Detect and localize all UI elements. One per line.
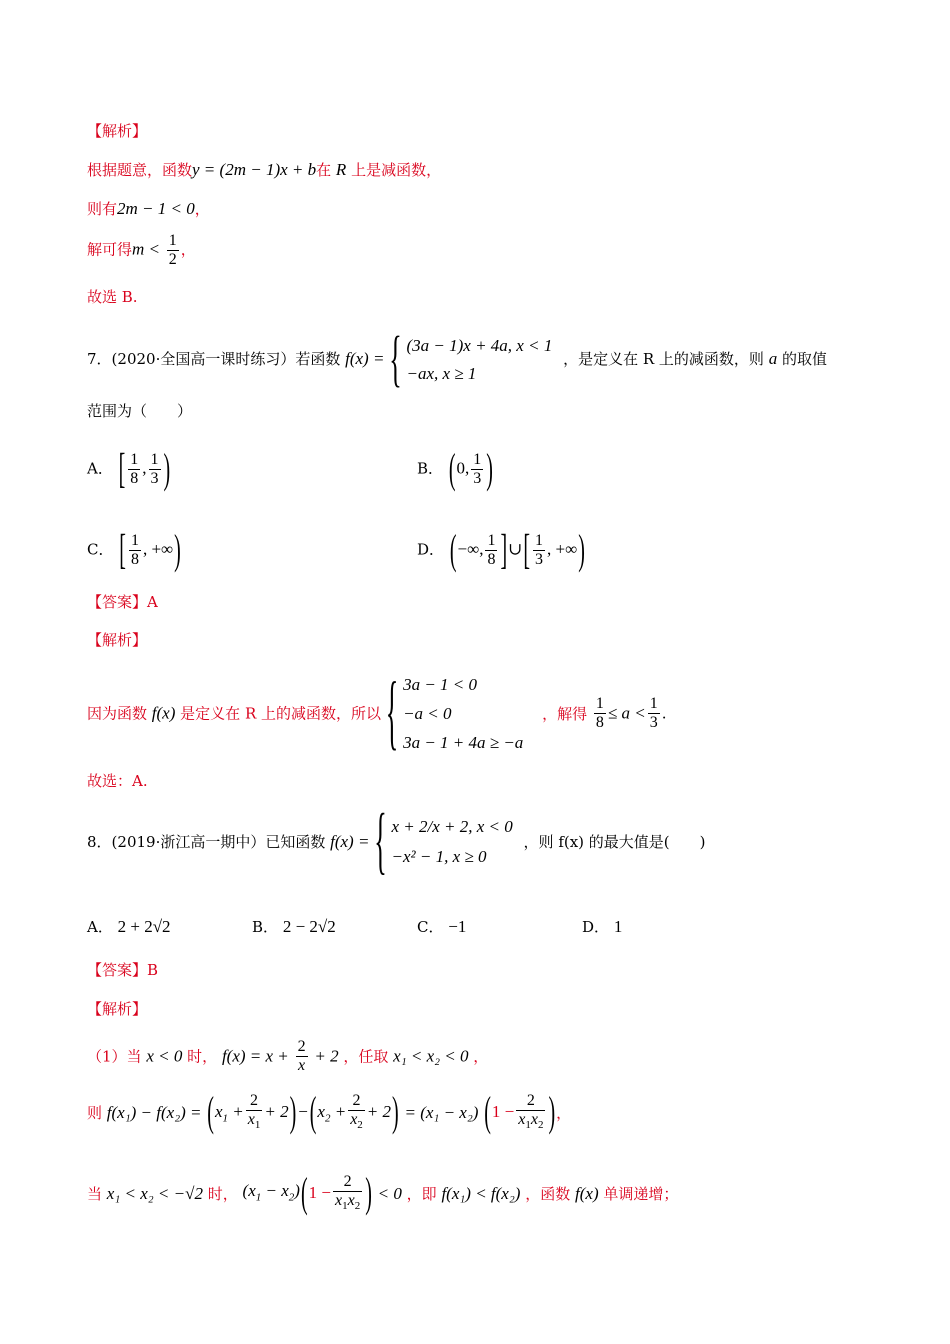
q8-option-d[interactable]: D． 1: [582, 917, 623, 936]
section-heading-analysis: 【解析】: [87, 122, 148, 140]
q7-conclusion: 故选：A.: [87, 772, 148, 790]
q7-answer: 【答案】A: [87, 593, 158, 611]
q8-sol-line3: 当 x₁ < x₂ < −√2 时， $(x_1 - x_2)(1$ − $\frac{2}{x_1x_2}$ ) < 0 ，即 f(x₁) < f(x₂) ，函数 f(x) 单调递增；: [87, 1170, 679, 1218]
q8-option-c[interactable]: C． −1: [417, 917, 467, 936]
q7-option-c[interactable]: C． [ $\frac{1}{8}$ , +∞): [87, 527, 181, 574]
q8-stem: 8．(2019·浙江高一期中）已知函数 f(x) = { x + 2/x + 2, x < 0 −x² − 1, x ≥ 0 ，则 f(x) 的最大值是( ): [87, 798, 706, 883]
sol6-line2: 则有2m − 1 < 0，: [87, 199, 210, 218]
q8-option-b[interactable]: B． 2 − 2√2: [252, 917, 336, 936]
q7-inequality-system: 3a − 1 < 0 −a < 0 3a − 1 + 4a ≥ −a: [403, 675, 524, 752]
q8-sol-line1: （1）当 x < 0 时， f(x) = x + $\frac{2}{x}$ + 2 ，任取 x₁ < x₂ < 0 ，: [87, 1038, 489, 1074]
q7-analysis-heading: 【解析】: [87, 631, 148, 649]
q8-sol-line2: 则 $f(x_1) - f(x_2) = (x_1$ + $\frac{2}{x_1}$ + $2)-(x_2$ + $\frac{2}{x_2}$ + 2) = (x₁ − x₂) (1 − $\frac{2}{x_1x_2}$ )，: [87, 1089, 572, 1137]
q7-piecewise: (3a − 1)x + 4a, x < 1 −ax, x ≥ 1: [406, 336, 553, 383]
q7-option-d[interactable]: D． (−∞, $\frac{1}{8}$ ]∪[ $\frac{1}{3}$ , +∞): [417, 527, 585, 574]
q8-answer: 【答案】B: [87, 961, 159, 979]
q8-piecewise: x + 2/x + 2, x < 0 −x² − 1, x ≥ 0: [391, 817, 513, 866]
q7-stem: 7．(2020·全国高一课时练习）若函数 f(x) = { (3a − 1)x + 4a, x < 1 −ax, x ≥ 1 ，是定义在 R 上的减函数，则 a 的取值: [87, 324, 828, 394]
q8-option-a[interactable]: A． 2 + 2√2: [87, 917, 171, 936]
q8-analysis-heading: 【解析】: [87, 1000, 148, 1018]
q7-option-a[interactable]: A． [ $\frac{1}{8}$ , $\frac{1}{3}$ ): [87, 446, 171, 493]
sol6-conclusion: 故选 B.: [87, 288, 138, 306]
q7-option-b[interactable]: B． (0, $\frac{1}{3}$ ): [417, 446, 493, 493]
sol6-line3: 解可得m < $\frac{1}{2}$ ，: [87, 232, 196, 268]
math-expression: y = (2m − 1)x + b: [192, 160, 317, 179]
q7-stem-line2: 范围为（ ）: [87, 402, 193, 420]
sol6-line1: 根据题意，函数y = (2m − 1)x + b在 R 上是减函数，: [87, 160, 442, 179]
q7-solution: 因为函数 f(x) 是定义在 R 上的减函数，所以 { 3a − 1 < 0 −a < 0 3a − 1 + 4a ≥ −a ，解得 $\frac{1}{8}$ ≤ a < $\frac{1}{3}$ .: [87, 665, 667, 759]
